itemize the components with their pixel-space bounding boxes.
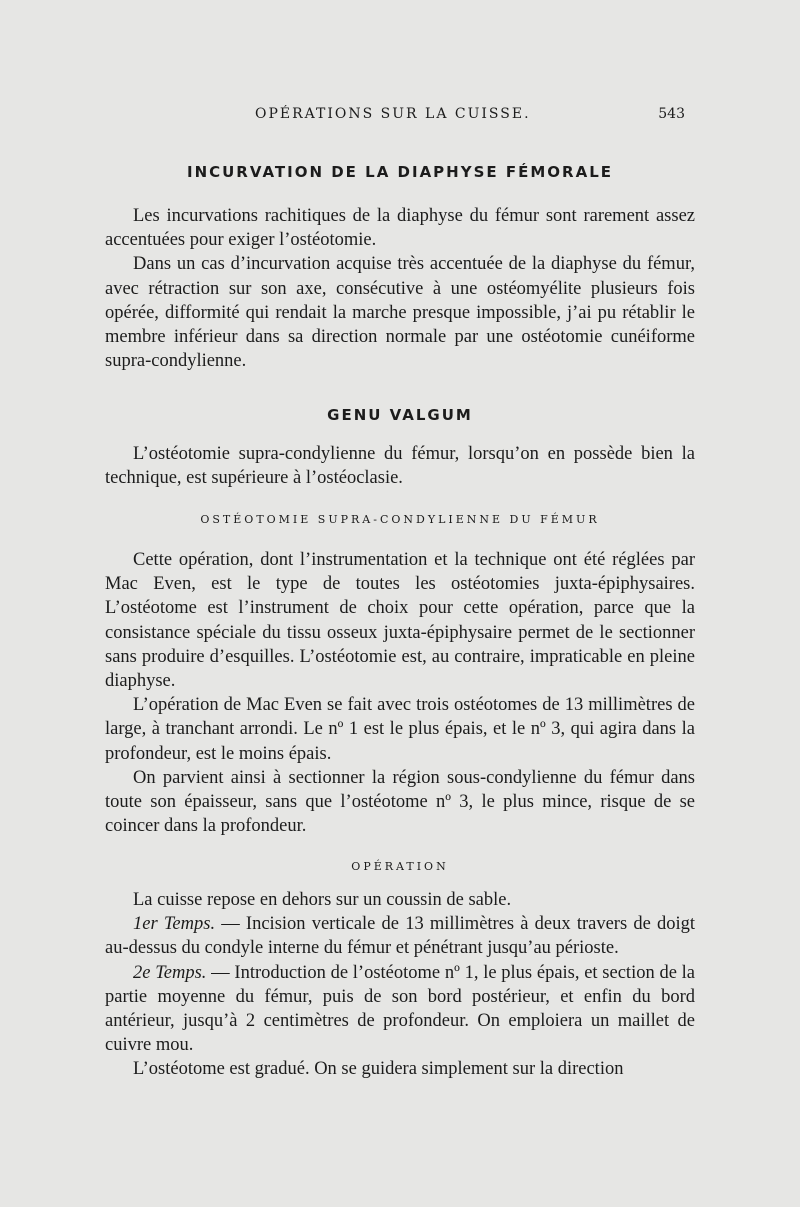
paragraph: L’ostéotome est gradué. On se guidera simplement sur la direction — [133, 1059, 624, 1080]
heading-incurvation: INCURVATION DE LA DIAPHYSE FÉMORALE — [186, 163, 613, 181]
paragraph: L’ostéotomie supra-condylienne du fémur, lorsqu’on en possède bien la technique, est supérieure à l’ostéoclasie. — [105, 444, 695, 489]
running-title: OPÉRATIONS SUR LA CUISSE. — [255, 106, 531, 122]
step-text: — Incision verticale de 13 millimètres à deux travers de doigt au-dessus du condyle interne du fémur et pénétrant jusqu’au périoste. — [105, 914, 695, 959]
paragraph: On parvient ainsi à sectionner la région sous-condylienne du fémur dans toute son épaisseur, sans que l’ostéotome nº 3, le plus mince, risque de se coincer dans la profondeur. — [105, 767, 695, 837]
genu-valgum-text — [105, 442, 695, 490]
paragraph: Cette opération, dont l’instrumentation et la technique ont été réglées par Mac Even, est le type de toutes les ostéotomies juxta-épiphysaires. L’ostéotome est l’instrument de choix pour cette opération, parce que la consistance spéciale du tissu osseux juxta-épiphysaire permet de le sectionner sans produire d’esquilles. L’ostéotomie est, au contraire, impraticable en pleine diaphyse. — [105, 550, 695, 692]
paragraph: La cuisse repose en dehors sur un coussin de sable. — [133, 890, 512, 910]
step-label: 2e Temps. — [133, 962, 207, 983]
step-label: 1er Temps. — [133, 914, 216, 935]
incurvation-text — [105, 204, 695, 373]
heading-operation: OPÉRATION — [351, 860, 449, 873]
page-number: 543 — [658, 106, 685, 122]
heading-osteotomie: OSTÉOTOMIE SUPRA-CONDYLIENNE DU FÉMUR — [200, 513, 600, 526]
heading-genu-valgum: GENU VALGUM — [327, 406, 473, 424]
paragraph — [105, 961, 695, 1058]
paragraph: Dans un cas d’incurvation acquise très accentuée de la diaphyse du fémur, avec rétraction sur son axe, consécutive à une ostéomyélite plusieurs fois opérée, difformité qui rendait la marche presque impossible, j’ai pu rétablir le membre inférieur dans sa direction normale par une ostéotomie cunéiforme supra-condylienne. — [105, 254, 695, 372]
step-text: — Introduction de l’ostéotome nº 1, le plus épais, et section de la partie moyenne du fémur, puis de son bord postérieur, et enfin du bord antérieur, jusqu’à 2 centimètres de profondeur. On emploiera un maillet de cuivre mou. — [105, 962, 695, 1056]
paragraph: Les incurvations rachitiques de la diaphyse du fémur sont rarement assez accentuées pour exiger l’ostéotomie. — [105, 206, 695, 251]
osteotomie-text — [105, 548, 695, 838]
operation-text — [105, 888, 695, 1082]
paragraph — [105, 912, 695, 960]
paragraph: L’opération de Mac Even se fait avec trois ostéotomes de 13 millimètres de large, à tranchant arrondi. Le nº 1 est le plus épais, et le nº 3, qui agira dans la profondeur, est le moins épais. — [105, 695, 695, 764]
